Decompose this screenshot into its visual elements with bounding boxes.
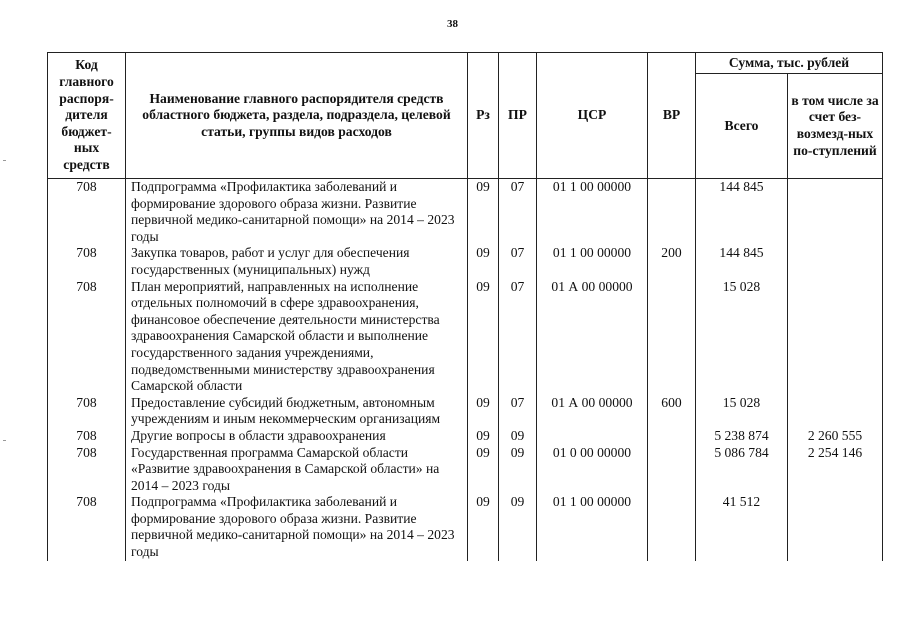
- cell-pr: 07: [499, 179, 537, 246]
- cell-csr: 01 1 00 00000: [537, 245, 648, 278]
- header-vr: ВР: [648, 53, 696, 179]
- cell-name: Подпрограмма «Профилактика заболеваний и формирование здорового образа жизни. Развитие первичной медико-санитарной помощи» на 2014 – 2023 годы: [126, 494, 468, 560]
- cell-code: 708: [48, 494, 126, 560]
- cell-name: План мероприятий, направленных на исполнение отдельных полномочий в сфере здравоохранения, финансовое обеспечение деятельности министерства здравоохранения Самарской области и выполнение государственного задания учреждениями, подведомственными министерству здравоохранения Самарской области: [126, 279, 468, 395]
- cell-rz: 09: [468, 279, 499, 395]
- header-pr: ПР: [499, 53, 537, 179]
- budget-table: [47, 52, 883, 561]
- cell-rz: 09: [468, 395, 499, 428]
- cell-csr: [537, 428, 648, 445]
- cell-vr: [648, 428, 696, 445]
- cell-csr: 01 1 00 00000: [537, 179, 648, 246]
- table-row: [48, 428, 883, 445]
- cell-total: 5 086 784: [696, 445, 788, 495]
- table-body: [48, 179, 883, 561]
- cell-total: 41 512: [696, 494, 788, 560]
- cell-total: 15 028: [696, 279, 788, 395]
- header-name: Наименование главного распорядителя средств областного бюджета, раздела, подраздела, целевой статьи, группы видов расходов: [126, 53, 468, 179]
- cell-pr: 07: [499, 279, 537, 395]
- header-total: Всего: [696, 74, 788, 179]
- cell-free-receipts: 2 260 555: [788, 428, 883, 445]
- table-row: [48, 395, 883, 428]
- header-amount-group: Сумма, тыс. рублей: [696, 53, 883, 74]
- cell-rz: 09: [468, 494, 499, 560]
- cell-free-receipts: 2 254 146: [788, 445, 883, 495]
- cell-vr: [648, 179, 696, 246]
- table-row: [48, 179, 883, 246]
- header-csr: ЦСР: [537, 53, 648, 179]
- cell-vr: 600: [648, 395, 696, 428]
- cell-code: 708: [48, 395, 126, 428]
- cell-rz: 09: [468, 445, 499, 495]
- cell-code: 708: [48, 428, 126, 445]
- cell-csr: 01 0 00 00000: [537, 445, 648, 495]
- table-row: [48, 445, 883, 495]
- cell-free-receipts: [788, 245, 883, 278]
- cell-pr: 07: [499, 245, 537, 278]
- cell-vr: 200: [648, 245, 696, 278]
- cell-csr: 01 1 00 00000: [537, 494, 648, 560]
- page-number: 38: [447, 18, 458, 30]
- margin-mark: [3, 160, 6, 161]
- cell-vr: [648, 279, 696, 395]
- table-header-row: [48, 53, 883, 74]
- margin-mark: [3, 440, 6, 441]
- cell-name: Подпрограмма «Профилактика заболеваний и формирование здорового образа жизни. Развитие первичной медико-санитарной помощи» на 2014 – 2023 годы: [126, 179, 468, 246]
- cell-code: 708: [48, 279, 126, 395]
- cell-name: Государственная программа Самарской области «Развитие здравоохранения в Самарской области» на 2014 – 2023 годы: [126, 445, 468, 495]
- cell-total: 144 845: [696, 245, 788, 278]
- cell-free-receipts: [788, 494, 883, 560]
- cell-pr: 07: [499, 395, 537, 428]
- cell-pr: 09: [499, 494, 537, 560]
- cell-total: 5 238 874: [696, 428, 788, 445]
- cell-pr: 09: [499, 445, 537, 495]
- cell-code: 708: [48, 245, 126, 278]
- table-row: [48, 245, 883, 278]
- cell-csr: 01 А 00 00000: [537, 395, 648, 428]
- cell-vr: [648, 494, 696, 560]
- cell-free-receipts: [788, 279, 883, 395]
- table-row: [48, 279, 883, 395]
- header-free-receipts: в том числе за счет без-возмезд-ных по-ступлений: [788, 74, 883, 179]
- cell-vr: [648, 445, 696, 495]
- cell-name: Другие вопросы в области здравоохранения: [126, 428, 468, 445]
- cell-rz: 09: [468, 428, 499, 445]
- cell-pr: 09: [499, 428, 537, 445]
- cell-total: 144 845: [696, 179, 788, 246]
- cell-rz: 09: [468, 179, 499, 246]
- table-row: [48, 494, 883, 560]
- cell-rz: 09: [468, 245, 499, 278]
- header-code: Код главного распоря-дителя бюджет-ных средств: [48, 53, 126, 179]
- cell-free-receipts: [788, 179, 883, 246]
- cell-name: Закупка товаров, работ и услуг для обеспечения государственных (муниципальных) нужд: [126, 245, 468, 278]
- header-rz: Рз: [468, 53, 499, 179]
- cell-name: Предоставление субсидий бюджетным, автономным учреждениям и иным некоммерческим организациям: [126, 395, 468, 428]
- cell-total: 15 028: [696, 395, 788, 428]
- cell-code: 708: [48, 445, 126, 495]
- cell-code: 708: [48, 179, 126, 246]
- cell-free-receipts: [788, 395, 883, 428]
- cell-csr: 01 А 00 00000: [537, 279, 648, 395]
